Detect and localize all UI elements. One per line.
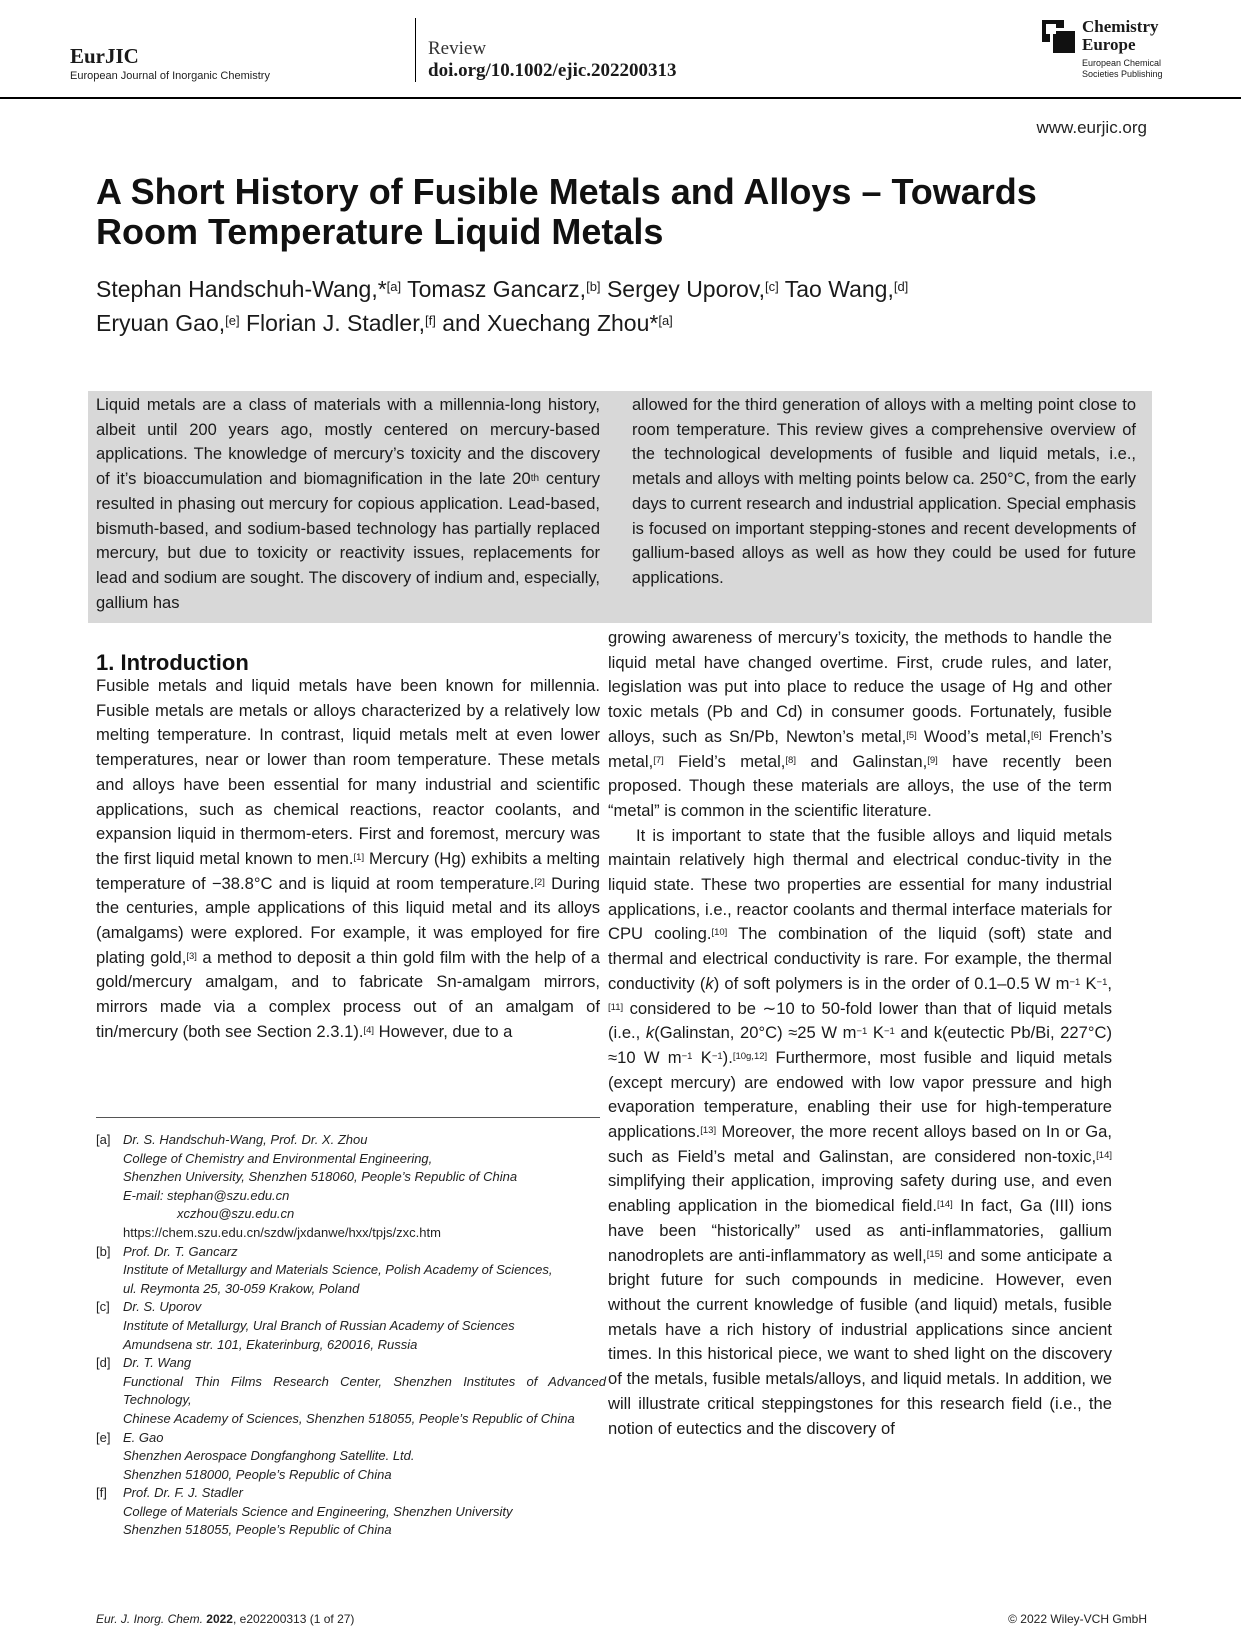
citation-superscript: [4] <box>363 1024 375 1036</box>
body-text: Wood’s metal, <box>916 726 1031 746</box>
publisher-subtitle-line2: Societies Publishing <box>1082 69 1163 79</box>
author <box>96 276 407 302</box>
affiliation-line: Dr. S. Uporov <box>123 1299 202 1315</box>
author-affiliation-marker: [c] <box>765 279 779 294</box>
body-text: In fact, Ga (III) ions have been “historically” used as anti-inflammatories, gallium nanodroplets are anti-inflammatory as well, <box>608 1196 1112 1265</box>
article-title-line1: A Short History of Fusible Metals and Alloys – Towards <box>96 171 1037 212</box>
abstract-left-column <box>96 393 600 615</box>
affiliation-b <box>96 1243 606 1299</box>
intro-paragraph <box>96 674 600 1045</box>
author-affiliation-marker: [b] <box>586 279 601 294</box>
citation-superscript: [8] <box>785 754 796 766</box>
body-text: The combination of the liquid (soft) state and thermal and electrical conductivity is rare. For example, the thermal conductivity ( <box>608 924 1113 993</box>
citation-superscript: −1 <box>711 1050 723 1062</box>
body-text: Fusible metals and liquid metals have been known for millennia. Fusible metals are metals or alloys characterized by a relatively low melting temperature. In contrast, liquid metals melt at even lower temperatures, near or lower than room temperature. These metals and alloys have been essential for many industrial and scientific applications, such as chemical reactions, reactor coolants, and expansion liquid in thermom-eters. First and foremost, mercury was the first liquid metal known to men. <box>96 676 600 868</box>
body-text: and Galinstan, <box>795 751 928 771</box>
footer-article-id: , e202200313 (1 of 27) <box>232 1612 355 1626</box>
author-list <box>96 272 1096 340</box>
citation-superscript: [3] <box>186 950 197 962</box>
body-text: Moreover, the more recent alloys based on In or Ga, such as Field’s metal and Galinstan, are considered non-toxic, <box>608 1122 1112 1166</box>
affiliation-tag: [e] <box>96 1429 111 1445</box>
affiliation-email[interactable]: E-mail: stephan@szu.edu.cn <box>123 1187 290 1203</box>
italic-symbol: k <box>705 973 714 993</box>
author <box>407 276 607 302</box>
body-text: have recently been proposed. Though these materials are alloys, the use of the term “metal” is common in the scientific literature. <box>608 751 1112 820</box>
citation-superscript: [1] <box>353 851 365 863</box>
affiliation-tag: [c] <box>96 1299 110 1315</box>
author <box>96 310 246 336</box>
body-text: considered to be ∼10 to 50-fold lower than that of liquid metals (i.e., <box>608 998 1112 1043</box>
citation-superscript: [5] <box>906 729 917 741</box>
author-name: Florian J. Stadler, <box>246 310 425 336</box>
citation-superscript: [10g,12] <box>732 1050 768 1062</box>
body-text: , <box>1107 973 1112 993</box>
affiliation-line: E. Gao <box>123 1429 164 1445</box>
affiliation-list <box>96 1131 606 1540</box>
affiliation-line: Chinese Academy of Sciences, Shenzhen 518055, People’s Republic of China <box>123 1410 575 1426</box>
citation-superscript: [6] <box>1030 729 1042 741</box>
affiliation-line: Shenzhen Aerospace Dongfanghong Satellite. Ltd. <box>123 1448 415 1464</box>
publisher-subtitle <box>1082 58 1163 80</box>
publisher-subtitle-line1: European Chemical <box>1082 58 1162 68</box>
affiliation-line: Institute of Metallurgy and Materials Science, Polish Academy of Sciences, <box>123 1262 553 1278</box>
author-affiliation-marker: [e] <box>225 313 240 328</box>
citation-superscript: [14] <box>1096 1149 1112 1161</box>
affiliation-line: ul. Reymonta 25, 30-059 Krakow, Poland <box>123 1280 360 1296</box>
intro-right-column <box>608 626 1112 1441</box>
author <box>607 276 785 302</box>
body-text: growing awareness of mercury’s toxicity, the methods to handle the liquid metal have changed overtime. First, crude rules, and later, legislation was put into place to reduce the usage of Hg and other toxic metals (Pb and Cd) in consumer goods. Fortunately, fusible alloys, such as Sn/Pb, Newton’s metal, <box>608 628 1112 746</box>
affiliation-line: Institute of Metallurgy, Ural Branch of Russian Academy of Sciences <box>123 1317 515 1333</box>
author-name: Tomasz Gancarz, <box>407 276 587 302</box>
author-affiliation-marker: [a] <box>386 279 402 294</box>
affiliation-line: Functional Thin Films Research Center, Shenzhen Institutes of Advanced Technology, <box>123 1373 606 1408</box>
affiliation-e <box>96 1429 606 1485</box>
article-type: Review <box>428 38 487 59</box>
body-text: K <box>1080 973 1097 993</box>
citation-superscript: [10] <box>711 927 728 939</box>
citation-superscript: [15] <box>926 1248 943 1260</box>
publisher-name <box>1082 18 1158 54</box>
body-text: It is important to state that the fusible alloys and liquid metals maintain relatively high thermal and electrical conduc-tivity in the liquid state. These two properties are essential for many industrial applications, i.e., reactor coolants and thermal interface materials for CPU cooling. <box>608 825 1112 944</box>
affiliation-email[interactable]: xczhou@szu.edu.cn <box>177 1206 295 1222</box>
header-divider <box>415 18 416 82</box>
citation-superscript: [2] <box>534 876 545 888</box>
affiliation-line: Dr. T. Wang <box>123 1355 192 1371</box>
affiliation-line: Amundsena str. 101, Ekaterinburg, 620016, Russia <box>123 1336 418 1352</box>
author-name: and Xuechang Zhou* <box>442 310 659 336</box>
author <box>246 310 442 336</box>
intro-paragraph <box>608 824 1112 1442</box>
abstract-text: Liquid metals are a class of materials with a millennia-long history, albeit until 200 years ago, mostly centered on mercury-based applications. The knowledge of mercury’s toxicity and the discovery of it’s bioaccumulation and biomagnification in the late 20 <box>96 396 600 489</box>
body-text: (Galinstan, 20°C) ≈25 W m <box>654 1023 857 1043</box>
publisher-name-line1: Chemistry <box>1082 17 1159 36</box>
affiliation-line: Prof. Dr. T. Gancarz <box>123 1243 238 1259</box>
citation-superscript: −1 <box>883 1026 895 1038</box>
affiliation-c <box>96 1298 606 1354</box>
body-text: Furthermore, most fusible and liquid metals (except mercury) are endowed with low vapor pressure and high evaporation temperature, enabling their use for high-temperature applications. <box>608 1047 1112 1142</box>
footer-journal: Eur. J. Inorg. Chem. <box>96 1612 203 1626</box>
author-affiliation-marker: [a] <box>658 313 673 328</box>
journal-full-name: European Journal of Inorganic Chemistry <box>70 70 270 82</box>
affiliation-line: Shenzhen 518055, People’s Republic of China <box>123 1522 392 1538</box>
intro-left-column <box>96 674 600 1045</box>
citation-superscript: [13] <box>700 1125 717 1137</box>
footnote-rule <box>96 1117 600 1118</box>
affiliation-line: Shenzhen University, Shenzhen 518060, People’s Republic of China <box>123 1169 518 1185</box>
citation-superscript: −1 <box>1069 976 1081 988</box>
author-name: Eryuan Gao, <box>96 310 226 336</box>
affiliation-line: College of Chemistry and Environmental Engineering, <box>123 1150 433 1166</box>
body-text: simplifying their application, improving safety during use, and even enabling application in the biomedical field. <box>608 1171 1112 1216</box>
abstract-right-column: allowed for the third generation of alloys with a melting point close to room temperature. This review gives a comprehensive overview of the technological developments of fusible and liquid metals, i.e., metals and alloys with melting points below ca. 250°C, from the early days to current research and industrial application. Special emphasis is focused on important stepping-stones and recent developments of gallium-based alloys as well as how they could be used for future applications. <box>632 396 1136 587</box>
affiliation-line: College of Materials Science and Engineering, Shenzhen University <box>123 1503 513 1519</box>
body-text: and k(eutectic Pb/Bi, 227°C) ≈10 W m <box>608 1023 1112 1067</box>
article-title <box>96 172 1096 252</box>
journal-abbreviation: EurJIC <box>70 44 139 68</box>
chemistry-europe-logo-icon <box>1042 20 1078 54</box>
author-name: Tao Wang, <box>784 276 894 302</box>
publisher-name-line2: Europe <box>1082 35 1136 54</box>
page-header <box>0 0 1241 100</box>
author-name: Stephan Handschuh-Wang,* <box>96 276 387 302</box>
footer-year: 2022 <box>206 1612 233 1626</box>
body-text: and some anticipate a bright future for such compounds in medicine. However, even without the current knowledge of fusible (and liquid) metals, fusible metals have a rich history of industrial applications since ancient times. In this historical piece, we want to shed light on the discovery of the metals, fusible metals/alloys, and liquid metals. In addition, we will illustrate critical steppingstones for this research field (i.e., the notion of eutectics and the discovery of <box>608 1245 1112 1438</box>
citation-superscript: −1 <box>681 1050 693 1062</box>
citation-superscript: −1 <box>856 1026 868 1038</box>
intro-paragraph <box>608 626 1112 824</box>
affiliation-url[interactable]: https://chem.szu.edu.cn/szdw/jxdanwe/hxx/tpjs/zxc.htm <box>123 1224 441 1240</box>
citation-superscript: −1 <box>1096 976 1108 988</box>
author-affiliation-marker: [d] <box>893 279 909 294</box>
body-text: ). <box>722 1047 733 1067</box>
article-title-line2: Room Temperature Liquid Metals <box>96 211 664 252</box>
citation-superscript: [14] <box>936 1199 953 1211</box>
affiliation-a <box>96 1131 606 1243</box>
affiliation-tag: [a] <box>96 1132 111 1147</box>
body-text: K <box>867 1023 884 1043</box>
citation-superscript: [11] <box>608 1001 624 1013</box>
affiliation-line: Prof. Dr. F. J. Stadler <box>123 1485 243 1501</box>
affiliation-tag: [d] <box>96 1355 111 1371</box>
section-heading-introduction: 1. Introduction <box>96 650 249 675</box>
abstract-text: century resulted in phasing out mercury for copious application. Lead-based, bismuth-based, and sodium-based technology has partially replaced mercury, but due to toxicity or reactivity issues, replacements for lead and sodium are sought. The discovery of indium and, especially, gallium has <box>96 470 600 612</box>
author <box>785 276 909 302</box>
header-rule <box>0 97 1241 99</box>
author-affiliation-marker: [f] <box>424 313 436 328</box>
body-text: Field’s metal, <box>663 751 786 771</box>
body-text: ) of soft polymers is in the order of 0.1–0.5 W m <box>713 973 1070 993</box>
body-text: Mercury (Hg) exhibits a melting temperature of −38.8°C and is liquid at room temperature. <box>96 848 600 893</box>
body-text: a method to deposit a thin gold film with the help of a gold/mercury amalgam, and to fabricate Sn-amalgam mirrors, mirrors made via a complex process out of an amalgam of tin/mercury (both see Section 2.3.1). <box>96 947 600 1041</box>
doi-link[interactable]: doi.org/10.1002/ejic.202200313 <box>428 60 677 81</box>
author-name: Sergey Uporov, <box>606 276 766 302</box>
affiliation-line: Shenzhen 518000, People’s Republic of China <box>123 1466 392 1482</box>
body-text: However, due to a <box>374 1021 513 1041</box>
abstract-superscript: th <box>530 473 540 485</box>
italic-symbol: k <box>645 1023 655 1043</box>
affiliation-tag: [f] <box>96 1485 107 1501</box>
author <box>442 310 673 336</box>
body-text: During the centuries, ample applications of this liquid metal and its alloys (amalgams) were explored. For example, it was employed for fire plating gold, <box>96 873 600 967</box>
affiliation-f <box>96 1484 606 1540</box>
journal-website-link[interactable]: www.eurjic.org <box>1036 118 1147 137</box>
affiliation-d <box>96 1354 606 1428</box>
body-text: K <box>692 1047 712 1067</box>
publisher-logo <box>1042 18 1227 82</box>
page-footer-citation <box>96 1612 354 1626</box>
affiliation-tag: [b] <box>96 1243 111 1259</box>
body-text: French’s metal, <box>608 726 1112 771</box>
page-footer-copyright: © 2022 Wiley-VCH GmbH <box>1008 1612 1147 1626</box>
affiliation-line: Dr. S. Handschuh-Wang, Prof. Dr. X. Zhou <box>123 1132 368 1147</box>
citation-superscript: [7] <box>653 754 664 766</box>
citation-superscript: [9] <box>927 754 938 766</box>
